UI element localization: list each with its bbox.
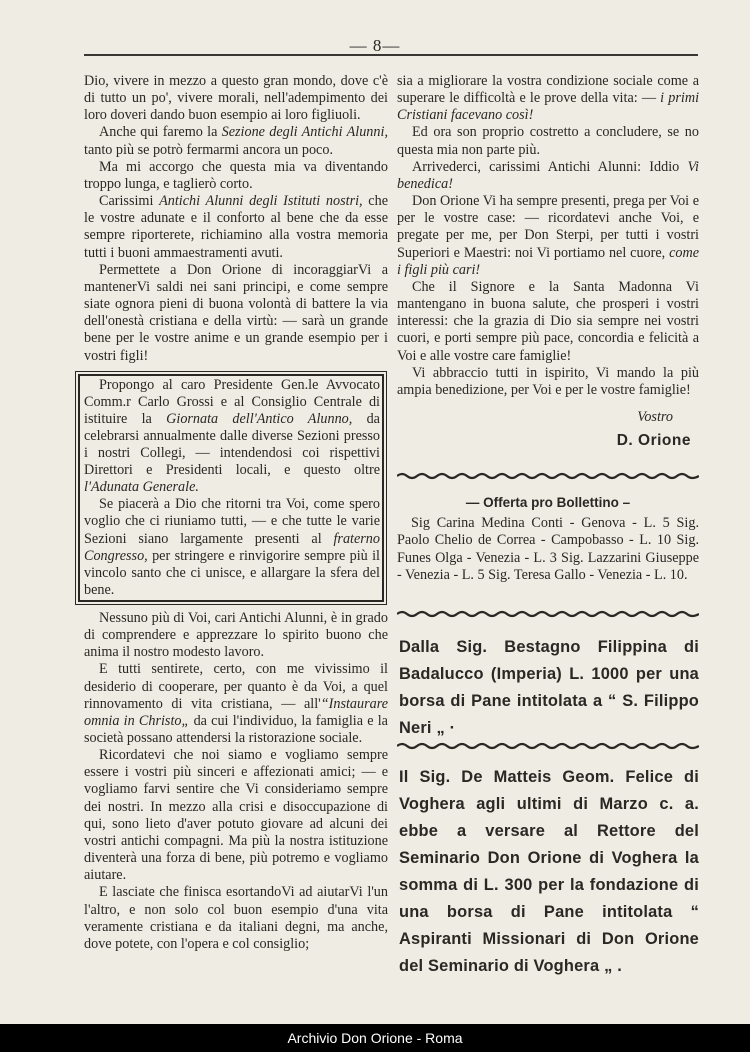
ornamental-divider (397, 742, 699, 750)
paragraph: Permettete a Don Orione di incoraggiarVi a mantenerVi saldi nei sani principi, e come sempre siate ognora pieni di buona volontà di battere la via dell'onestà cristiana e della virtù: — sarà un grande bene per le vostre anime e un grande esempio per i vostri figli! (84, 261, 388, 364)
paragraph: Arrivederci, carissimi Antichi Alunni: Iddio Vi benedica! (397, 158, 699, 192)
left-column (84, 73, 388, 953)
paragraph: Vi abbraccio tutti in ispirito, Vi mando la più ampia benedizione, per Voi e per le vostre famiglie! (397, 364, 699, 398)
donation-notice: Dalla Sig. Bestagno Filippina di Badalucco (Imperia) L. 1000 per una borsa di Pane intitolata a “ S. Filippo Neri „ · (399, 638, 699, 737)
box-paragraph: Se piacerà a Dio che ritorni tra Voi, come spero voglio che ci riuniamo tutti, — e che tutte le varie Sezioni siano largamente presenti al fraterno Congresso, per stringere e rinvigorire sempre più il vincolo santo che ci unisce, e allargare la sfera del bene. (84, 496, 380, 598)
paragraph: Carissimi Antichi Alunni degli Istituti nostri, che le vostre adunate e il conforto al bene che da esse sempre riporterete, richiamino alla vostra memoria tutti i buoni ammaestramenti avuti. (84, 193, 388, 261)
page-number: — 8— (349, 36, 401, 55)
offerta-section (397, 494, 699, 585)
ornamental-divider (397, 472, 699, 480)
signature-name: D. Orione (616, 432, 691, 450)
paragraph: Anche qui faremo la Sezione degli Antichi Alunni, tanto più se potrò fermarmi ancora un poco. (84, 124, 388, 158)
paragraph: sia a migliorare la vostra condizione sociale come a superare le difficoltà e le prove della vita: — i primi Cristiani facevano così! (397, 73, 700, 124)
paragraph: Dio, vivere in mezzo a questo gran mondo, dove c'è di tutto un po', vivere morali, nell'adempimento dei loro doveri dando buon esempio ai loro figliuoli. (84, 73, 388, 124)
paragraph: Nessuno più di Voi, cari Antichi Alunni, è in grado di comprendere e apprezzare lo spirito buono che anima il nostro modesto lavoro. (84, 609, 388, 661)
right-column (397, 73, 699, 449)
donation-notice: Il Sig. De Matteis Geom. Felice di Voghera agli ultimi di Marzo c. a. ebbe a versare al Rettore del Seminario Don Orione di Voghera la somma di L. 300 per la fondazione di una borsa di Pane intitolata “ Aspiranti Missionari di Don Orione del Seminario di Voghera „ . (399, 768, 699, 975)
paragraph: E tutti sentirete, certo, con me vivissimo il desiderio di cooperare, per quanto è da Voi, a quel rinnovamento di vita cristiana, — all'“Instaurare omnia in Christo„ da cui l'individuo, la famiglia e la società possano attendersi la ristorazione sociale. (84, 661, 388, 746)
paragraph: Ricordatevi che noi siamo e vogliamo sempre essere i vostri più sinceri e affezionati amici; — e vogliamo farvi sentire che Vi consideriamo sempre dei nostri. In mezzo alla crisi e disoccupazione di qui, sono lieto d'aver potuto giovare ad alcuni dei vostri antichi compagni. Ma più la nostra istituzione diventerà una forza di bene, più potremo e vogliamo aiutare. (84, 747, 388, 884)
ornamental-divider (397, 610, 699, 618)
signature-salutation: Vostro (637, 408, 673, 425)
proposal-box (78, 374, 384, 602)
paragraph: Che il Signore e la Santa Madonna Vi mantengano in buona salute, che prosperi i vostri interessi: che la grazia di Dio sia sempre nei vostri cuori, e porti sempre più pace, concordia e felicità a Voi e alle vostre care famiglie! (397, 278, 699, 364)
paragraph: Don Orione Vi ha sempre presenti, prega per Voi e per le vostre case: — ricordatevi anche Voi, e pregate per me, per Don Sterpi, per tutti i vostri Superiori e Maestri: noi Vi portiamo nel cuore, come i figli più cari! (397, 193, 699, 278)
offerta-body: Sig Carina Medina Conti - Genova - L. 5 Sig. Paolo Chelio de Correa - Campobasso - L. 10 Sig. Funes Olga - Venezia - L. 3 Sig. Lazzarini Giuseppe - Venezia - L. 5 Sig. Teresa Gallo - Venezia - L. 10. (397, 514, 699, 584)
box-paragraph: Propongo al caro Presidente Gen.le Avvocato Comm.r Carlo Grossi e al Consiglio Centrale di istituire la Giornata dell'Antico Alunno, da celebrarsi annualmente dalle diverse Sezioni presso i nostri Collegi, — intendendosi coi rispettivi Direttori e Presidenti locali, e questo oltre l'Adunata Generale. (84, 376, 380, 496)
paragraph: E lasciate che finisca esortandoVi ad aiutarVi l'un l'altro, e non solo col buon esempio d'una vita veramente cristiana e da italiani degni, ma anche, dove potete, con l'opera e col consiglio; (84, 884, 388, 952)
paragraph: Ed ora son proprio costretto a concludere, se no questa mia non parte più. (397, 124, 699, 158)
archive-footer: Archivio Don Orione - Roma (0, 1024, 750, 1052)
offerta-title: — Offerta pro Bollettino – (465, 495, 631, 510)
paragraph: Ma mi accorgo che questa mia va diventando troppo lunga, e taglierò corto. (84, 158, 388, 192)
header-rule (84, 54, 698, 56)
